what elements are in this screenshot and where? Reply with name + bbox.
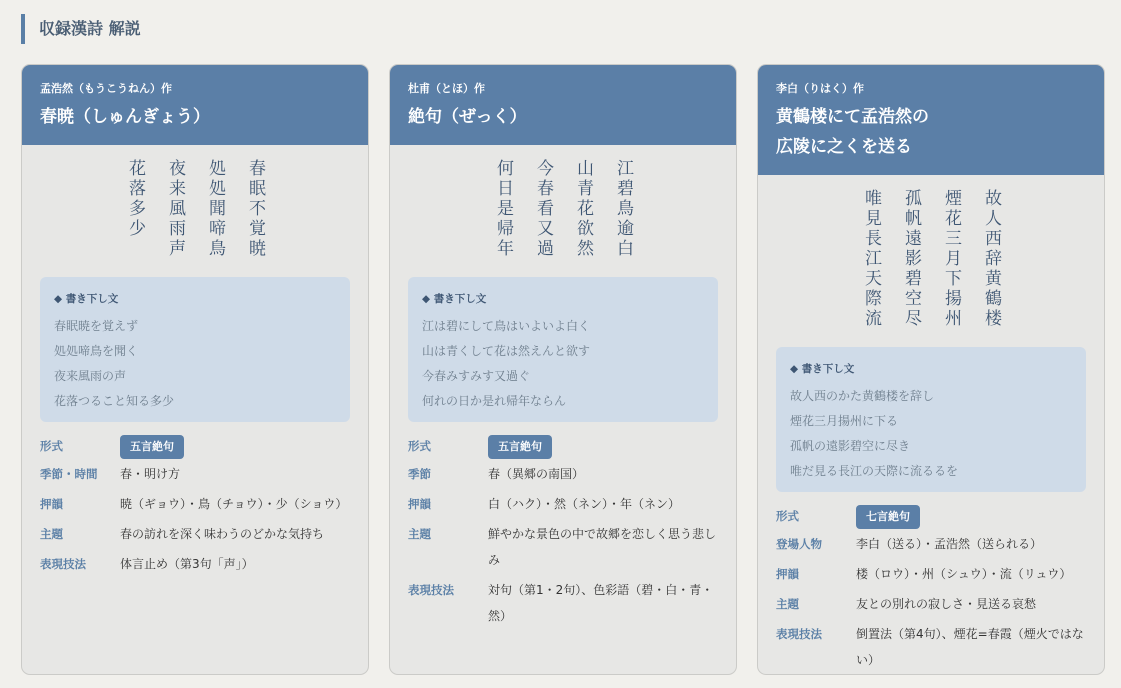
kakikudashi-line: 花落つること知る多少 [54,394,175,408]
detail-label: 押韻 [776,567,799,581]
poem-author: 李白（りはく）作 [776,82,864,95]
detail-label: 表現技法 [40,557,86,571]
detail-row [40,555,350,577]
kakikudashi-line: 何れの日か是れ帰年ならん [422,394,567,408]
poem-line: 故人西辞黄鶴楼 [981,189,1001,329]
detail-row [408,495,718,517]
detail-value: 友との別れの寂しさ・見送る哀愁 [856,597,1037,611]
kakikudashi-box [776,347,1086,492]
detail-value: 李白（送る）・孟浩然（送られる） [856,537,1043,551]
detail-label: 形式 [408,439,431,453]
poem-line: 夜来風雨声 [165,159,185,259]
poem-title: 絶句（ぜっく） [408,107,527,127]
section-title: 収録漢詩 解説 [21,14,141,44]
form-badge: 七言絶句 [856,505,920,529]
detail-label: 形式 [40,439,63,453]
detail-value: 倒置法（第4句）、煙花=春霞（煙火ではない） [856,627,1084,667]
kakikudashi-box [408,277,718,422]
kakikudashi-line: 江は碧にして鳥はいよいよ白く [422,319,591,333]
poem-card [389,64,737,675]
poem-line: 花落多少 [125,159,145,239]
kakikudashi-heading: ◆ 書き下し文 [790,361,1072,376]
kakikudashi-box [40,277,350,422]
detail-value: 暁（ギョウ）・鳥（チョウ）・少（ショウ） [120,497,348,511]
detail-label: 主題 [408,527,431,541]
detail-row [408,434,718,459]
detail-label: 押韻 [408,497,431,511]
detail-value: 春（異郷の南国） [488,467,585,481]
detail-label: 押韻 [40,497,63,511]
kakikudashi-line: 唯だ見る長江の天際に流るるを [790,464,959,478]
poem-line: 江碧鳥逾白 [613,159,633,259]
poem-line: 春眠不覚暁 [245,159,265,259]
detail-value: 対句（第1・2句）、色彩語（碧・白・青・然） [488,583,714,623]
poem-title: 春暁（しゅんぎょう） [40,107,210,127]
card-header [758,65,1104,175]
poem-card [757,64,1105,675]
poem-line: 今春看又過 [533,159,553,259]
form-badge: 五言絶句 [488,435,552,459]
detail-value: 体言止め（第3句「声」） [120,557,254,571]
kakikudashi-line: 煙花三月揚州に下る [790,414,899,428]
detail-row [408,525,718,573]
kakikudashi-line: 春眠暁を覚えず [54,319,139,333]
kakikudashi-line: 今春みすみす又過ぐ [422,369,531,383]
poem-title: 黄鶴楼にて孟浩然の [776,107,929,127]
poem-line: 山青花欲然 [573,159,593,259]
detail-label: 表現技法 [408,583,454,597]
detail-label: 主題 [40,527,63,541]
detail-label: 季節 [408,467,431,481]
poem-line: 唯見長江天際流 [861,189,881,329]
poem-details [390,422,736,629]
detail-value [488,434,718,459]
detail-value: 春の訪れを深く味わうのどかな気持ち [120,527,325,541]
detail-row [40,434,350,459]
kakikudashi-line: 夜来風雨の声 [54,369,127,383]
poem-line: 煙花三月下揚州 [941,189,961,329]
poem-title: 広陵に之くを送る [776,137,912,157]
detail-row [40,495,350,517]
detail-value [120,434,350,459]
detail-row [40,525,350,547]
poem-details [758,492,1104,673]
detail-row [776,535,1086,557]
detail-row [408,581,718,629]
poem-line: 孤帆遠影碧空尽 [901,189,921,329]
poem-author: 杜甫（とほ）作 [408,82,485,95]
detail-label: 季節・時間 [40,467,98,481]
detail-label: 形式 [776,509,799,523]
detail-value: 春・明け方 [120,467,181,481]
detail-value: 楼（ロウ）・州（シュウ）・流（リュウ） [856,567,1072,581]
detail-row [776,595,1086,617]
kakikudashi-line: 山は青くして花は然えんと欲す [422,344,591,358]
detail-value [856,504,1086,529]
card-header [22,65,368,145]
poem-card [21,64,369,675]
detail-label: 登場人物 [776,537,822,551]
kakikudashi-heading: ◆ 書き下し文 [422,291,704,306]
detail-row [408,465,718,487]
kakikudashi-line: 処処啼鳥を聞く [54,344,139,358]
detail-value: 鮮やかな景色の中で故郷を恋しく思う悲しみ [488,527,717,567]
kakikudashi-line: 故人西のかた黄鶴楼を辞し [790,389,935,403]
detail-label: 表現技法 [776,627,822,641]
detail-row [776,504,1086,529]
poem-line: 処処聞啼鳥 [205,159,225,259]
poem-text [758,175,1104,347]
detail-row [40,465,350,487]
form-badge: 五言絶句 [120,435,184,459]
detail-value: 白（ハク）・然（ネン）・年（ネン） [488,497,681,511]
kakikudashi-line: 孤帆の遠影碧空に尽き [790,439,911,453]
detail-row [776,565,1086,587]
card-header [390,65,736,145]
kakikudashi-heading: ◆ 書き下し文 [54,291,336,306]
poem-author: 孟浩然（もうこうねん）作 [40,82,172,95]
poem-line: 何日是帰年 [493,159,513,259]
poem-text [22,145,368,277]
poem-details [22,422,368,577]
detail-label: 主題 [776,597,799,611]
poem-text [390,145,736,277]
detail-row [776,625,1086,673]
